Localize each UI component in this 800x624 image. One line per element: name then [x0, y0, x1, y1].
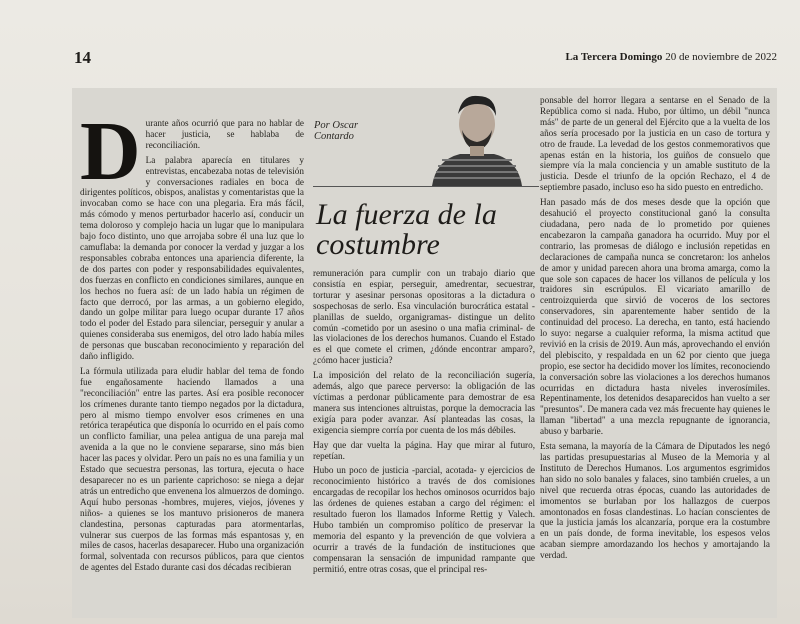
byline [314, 120, 424, 142]
drop-cap: D [80, 105, 141, 198]
byline-line-2: Contardo [314, 131, 354, 142]
author-portrait [422, 90, 532, 186]
paragraph: remuneración para cumplir con un trabajo diario que consistía en espiar, perseguir, amedrentar, secuestrar, torturar y asesinar personas opositoras a la dictadura o sospechosas de serlo. Esa vinculación burocrática estatal -planillas de sueldo, organigramas- distingue un delito común -cometido por un asesino o una mafia criminal- de las violaciones de los derechos humanos. Cuando el Estado es el que comete el crimen, ¿dónde encontrar amparo?, ¿cómo hacer justicia? [313, 268, 535, 366]
paragraph: La palabra aparecía en titulares y entrevistas, encabezaba notas de televisión y conversaciones radiales en boca de dirigentes políticos, obispos, analistas y comentaristas que la invocaban como se hace con una plegaria. Era más fácil, más cómodo y menos perturbador hacerlo así, conducir un tema doloroso y complejo hacia un lugar que lo manipulara bajo foco distinto, uno que arrojaba sobre él una luz que lo camuflaba: la demanda por conocer la verdad y juzgar a los responsables cobraba entonces una apariencia diferente, la de dos partes con poder y responsabilidades equivalentes, dos fuerzas en conflicto en condiciones similares, aunque en los hechos no fuera así: de un lado había un régimen de facto que derrocó, por las armas, a un gobierno elegido, dando un golpe militar para luego ocupar durante 17 años todo el poder del Estado para silenciar, perseguir y anular a quienes consideraba sus enemigos, del otro lado había miles de personas que buscaban reconocimiento y reparación del daño infligido. [80, 154, 304, 362]
header-publication-date [565, 51, 777, 63]
paragraph: Hay que dar vuelta la página. Hay que mirar al futuro, repetían. [313, 439, 535, 461]
paragraph: urante años ocurrió que para no hablar de hacer justicia, se hablaba de reconciliación. [145, 118, 304, 150]
paragraph: ponsable del horror llegara a sentarse en el Senado de la República como si nada. Hubo, por último, un débil "nunca más" de parte de un general del Ejército que a la vuelta de los años sería procesado por la justicia en un caso de tortura y otro de fraude. La levedad de los gestos conmemorativos que apenas están en la historia, los guiños de consuelo que siempre vía la mala conciencia y un amable sustituto de la justicia. Desde el triunfo de la opción Rechazo, el 4 de septiembre pasado, incluso eso ha sido puesto en entredicho. [540, 95, 770, 193]
article-column-1 [80, 105, 304, 577]
paragraph: Han pasado más de dos meses desde que la opción que desahució el proyecto constitucional ganó la consulta ciudadana, pero nada de lo prometido por quienes encabezaron la campaña ganadora ha ocurrido. Muy por el contrario, las promesas de diálogo e inclusión repetidas en declaraciones de campaña nunca se concretaron: los anhelos de amor y unidad parecen ahora una broma amarga, como la que sole son capaces de hacer los villanos de película y los traidores sin escrúpulos. El vicariato amarillo de centroizquierda que sirvió de voceros de los sectores conservadores, sin aparentemente haber sentido de la continuidad del proceso. La derecha, en tanto, está haciendo lo suyo: negarse a cualquier reforma, la misma actitud que revivió en la crisis de 2019. Aun más, aprovechando el envión del plebiscito, y respaldada en un 62 por ciento que juega propio, ese sector ha decidido mover los límites, reconociendo la conversación sobre las violaciones a los derechos humanos ocurridas en dictadura hasta niveles inverosímiles. Repentinamente, los detenidos desaparecidos han vuelto a ser "presuntos". De manera cada vez más frecuente hay quienes le llaman "libertad" a una mezcla repugnante de ignorancia, abuso y barbarie. [540, 197, 770, 437]
page-header [70, 48, 785, 68]
byline-line-1: Por Oscar [314, 120, 359, 131]
paragraph: La imposición del relato de la reconciliación sugería, además, algo que parece perverso: la obligación de las víctimas a perdonar públicamente para demostrar de esa manera sus intenciones altruistas, porque la democracia las exigía para poder avanzar. Así planteadas las cosas, la exigencia siempre corría por cuenta de los más débiles. [313, 370, 535, 435]
title-line-2: costumbre [316, 228, 440, 261]
article-column-3 [540, 95, 770, 565]
byline-rule [313, 186, 539, 187]
article-column-2 [313, 268, 535, 578]
page-number: 14 [74, 48, 91, 67]
paragraph: La fórmula utilizada para eludir hablar del tema de fondo fue engañosamente haciendo llamados a una "reconciliación" entre las partes. Así era posible reconocer los crímenes durante tanto tiempo negados por la dictadura, pero al mismo tiempo envolver esos crímenes en una retórica terapéutica que disponía lo ocurrido en el país como un conflicto familiar, una pelea antigua de una pareja mal avenida a la que no le conviene separarse, sino más bien hacer las paces y olvidar. Pero un país no es una familia y un Estado que secuestra personas, las tortura, ejecuta o hace desaparecer no es un pariente caprichoso: se niega a dejar atrás un entredicho que envenena los almuerzos de domingo. Aquí hubo personas -hombres, mujeres, viejos, jóvenes y niños- a quienes se los mantuvo prisioneros de manera clandestina, personas capturadas para atormentarlas, vulnerar sus cuerpos de las formas más espantosas y, en miles de casos, hacerlas desaparecer. Hubo una organización formal, solventada con recursos públicos, para que cientos de agentes del Estado durante casi dos décadas recibieran [80, 365, 304, 573]
publication-date: 20 de noviembre de 2022 [665, 51, 777, 63]
paragraph: Hubo un poco de justicia -parcial, acotada- y ejercicios de reconocimiento histórico a través de dos comisiones encargadas de recopilar los hechos ominosos ocurridos bajo las órdenes de quienes estaban a cargo del régimen: el resultado fueron los llamados Informe Rettig y Valech. Hubo también un compromiso político de preservar la memoria del espanto y la prevención de que volviera a ocurrir a través de la fundación de instituciones que compensaran la sensación de impunidad rampante que permitió, entre otras cosas, que el principal res- [313, 465, 535, 574]
title-line-1: La fuerza de la [316, 198, 497, 231]
article-title [316, 200, 541, 260]
paragraph: Esta semana, la mayoría de la Cámara de Diputados les negó las partidas presupuestarias al Museo de la Memoria y al Instituto de Derechos Humanos. Los argumentos esgrimidos han sido no solo banales y falaces, sino también crueles, a un nivel que recuerda otras épocas, cuando las autoridades de imomentos se burlaban por los hallazgos de cuerpos amontonados en fosas clandestinas. Lo hacían conscientes de que la justicia jamás los alcanzaría, porque era la costumbre en un país donde, de forma inevitable, los espesos velos acaban siempre amordazando los hechos y amortajando la verdad. [540, 441, 770, 561]
publication-name: La Tercera Domingo [565, 51, 663, 63]
